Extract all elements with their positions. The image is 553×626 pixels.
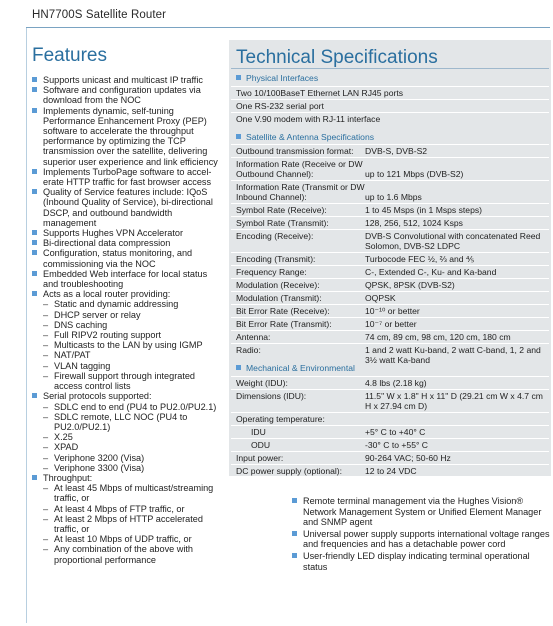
spec-row: One V.90 modem with RJ-11 interface [231,112,549,125]
spec-row: ODU -30° C to +55° C [231,438,549,451]
spec-heading-rule [231,68,549,69]
spec-row: Two 10/100BaseT Ethernet LAN RJ45 ports [231,86,549,99]
sub-item: – X.25 [43,432,222,442]
features-heading: Features [32,45,107,66]
section-heading-mechanical: Mechanical & Environmental [236,363,355,373]
sub-item: – Any combination of the above with proportional performance [43,544,222,564]
header-rule [26,27,550,28]
section-heading-physical: Physical Interfaces [236,73,318,83]
feature-item: Software and configuration updates via download from the NOC [32,85,222,105]
spec-row: One RS-232 serial port [231,99,549,112]
spec-row: Encoding (Receive): DVB-S Convolutional with concatenated Reed Solomon, DVB-S2 LDPC [231,229,549,252]
feature-item: Remote terminal management via the Hughes Vision® Network Management System or Unified Element Manager and SNMP agent [292,496,550,528]
serial-sublist [43,402,222,473]
square-bullet-icon [236,134,241,139]
feature-item-router: Acts as a local router providing: – Static and dynamic addressing – DHCP server or relay – DNS caching – Full RIPV2 routing support – Multicasts to the LAN by using IGMP – NAT/PAT – VLAN tagging – Firewall support through integrated access control lists [32,289,222,391]
section-heading-satellite: Satellite & Antenna Specifications [236,132,374,142]
router-sublist [43,299,222,391]
mechanical-rows [231,376,549,477]
sub-item: – DHCP server or relay [43,310,222,320]
sub-item: – Full RIPV2 routing support [43,330,222,340]
spec-heading: Technical Specifications [236,47,438,68]
document-title: HN7700S Satellite Router [32,9,167,21]
feature-item: Universal power supply supports international voltage ranges and frequencies and has a detachable power cord [292,529,550,550]
additional-features-list [292,496,550,573]
spec-row: Encoding (Transmit): Turbocode FEC ½, ⅔ and ⅘ [231,252,549,265]
spec-row: Weight (IDU): 4.8 lbs (2.18 kg) [231,376,549,389]
spec-row: Outbound transmission format: DVB-S, DVB-S2 [231,144,549,157]
feature-item: Bi-directional data compression [32,238,222,248]
feature-item: Quality of Service features include: IQoS (Inbound Quality of Service), bi-directional DSCP, and outbound bandwidth management [32,187,222,228]
spec-row: Operating temperature: [231,412,549,425]
sub-item: – Veriphone 3300 (Visa) [43,463,222,473]
feature-item: Implements dynamic, self-tuning Performance Enhancement Proxy (PEP) software to accelerate the throughput performance by optimizing the TCP transmission over the satellite, delivering superior user experience and link efficiency [32,106,222,167]
sub-item: – VLAN tagging [43,361,222,371]
sub-item: – SDLC remote, LLC NOC (PU4 to PU2.0/PU2.1) [43,412,222,432]
feature-item-serial: Serial protocols supported: – SDLC end to end (PU4 to PU2.0/PU2.1) – SDLC remote, LLC NOC (PU4 to PU2.0/PU2.1) – X.25 – XPAD – Veriphone 3200 (Visa) – Veriphone 3300 (Visa) [32,391,222,473]
square-bullet-icon [236,75,241,80]
features-list [32,75,222,565]
left-margin-rule [26,28,27,623]
feature-item: Implements TurboPage software to accel-erate HTTP traffic for fast browser access [32,167,222,187]
feature-item: Supports Hughes VPN Accelerator [32,228,222,238]
sub-item: – NAT/PAT [43,350,222,360]
spec-row: Symbol Rate (Receive): 1 to 45 Msps (in 1 Msps steps) [231,203,549,216]
spec-row: Information Rate (Transmit or DW Inbound Channel): up to 1.6 Mbps [231,180,549,203]
feature-item: Configuration, status monitoring, and commissioning via the NOC [32,248,222,268]
sub-item: – Static and dynamic addressing [43,299,222,309]
spec-row: Bit Error Rate (Transmit): 10⁻⁷ or better [231,317,549,330]
feature-item: Embedded Web interface for local status and troubleshooting [32,269,222,289]
physical-rows [231,86,549,125]
satellite-rows [231,144,549,366]
spec-row: Radio: 1 and 2 watt Ku-band, 2 watt C-band, 1, 2 and 3½ watt Ka-band [231,343,549,366]
spec-row: Bit Error Rate (Receive): 10⁻¹⁰ or better [231,304,549,317]
feature-item-throughput: Throughput: – At least 45 Mbps of multicast/streaming traffic, or – At least 4 Mbps of FTP traffic, or – At least 2 Mbps of HTTP accelerated traffic, or – At least 10 Mbps of UDP traffic, or – Any combination of the above with proportional performance [32,473,222,565]
spec-row: Symbol Rate (Transmit): 128, 256, 512, 1024 Ksps [231,216,549,229]
spec-row: Antenna: 74 cm, 89 cm, 98 cm, 120 cm, 180 cm [231,330,549,343]
sub-item: – XPAD [43,442,222,452]
sub-item: – SDLC end to end (PU4 to PU2.0/PU2.1) [43,402,222,412]
sub-item: – Veriphone 3200 (Visa) [43,453,222,463]
throughput-sublist [43,483,222,565]
spec-row: Information Rate (Receive or DW Outbound Channel): up to 121 Mbps (DVB-S2) [231,157,549,180]
sub-item: – At least 4 Mbps of FTP traffic, or [43,504,222,514]
sub-item: – Multicasts to the LAN by using IGMP [43,340,222,350]
spec-row: Dimensions (IDU): 11.5" W x 1.8" H x 11" D (29.21 cm W x 4.7 cm H x 27.94 cm D) [231,389,549,412]
sub-item: – DNS caching [43,320,222,330]
feature-item: Supports unicast and multicast IP traffic [32,75,222,85]
sub-item: – Firewall support through integrated access control lists [43,371,222,391]
spec-row: Frequency Range: C-, Extended C-, Ku- and Ka-band [231,265,549,278]
spec-row: IDU +5° C to +40° C [231,425,549,438]
sub-item: – At least 10 Mbps of UDP traffic, or [43,534,222,544]
feature-item: User-friendly LED display indicating terminal operational status [292,551,550,572]
spec-row: DC power supply (optional): 12 to 24 VDC [231,464,549,477]
square-bullet-icon [236,365,241,370]
sub-item: – At least 2 Mbps of HTTP accelerated traffic, or [43,514,222,534]
spec-row: Modulation (Transmit): OQPSK [231,291,549,304]
spec-row: Modulation (Receive): QPSK, 8PSK (DVB-S2) [231,278,549,291]
sub-item: – At least 45 Mbps of multicast/streaming traffic, or [43,483,222,503]
spec-row: Input power: 90-264 VAC; 50-60 Hz [231,451,549,464]
